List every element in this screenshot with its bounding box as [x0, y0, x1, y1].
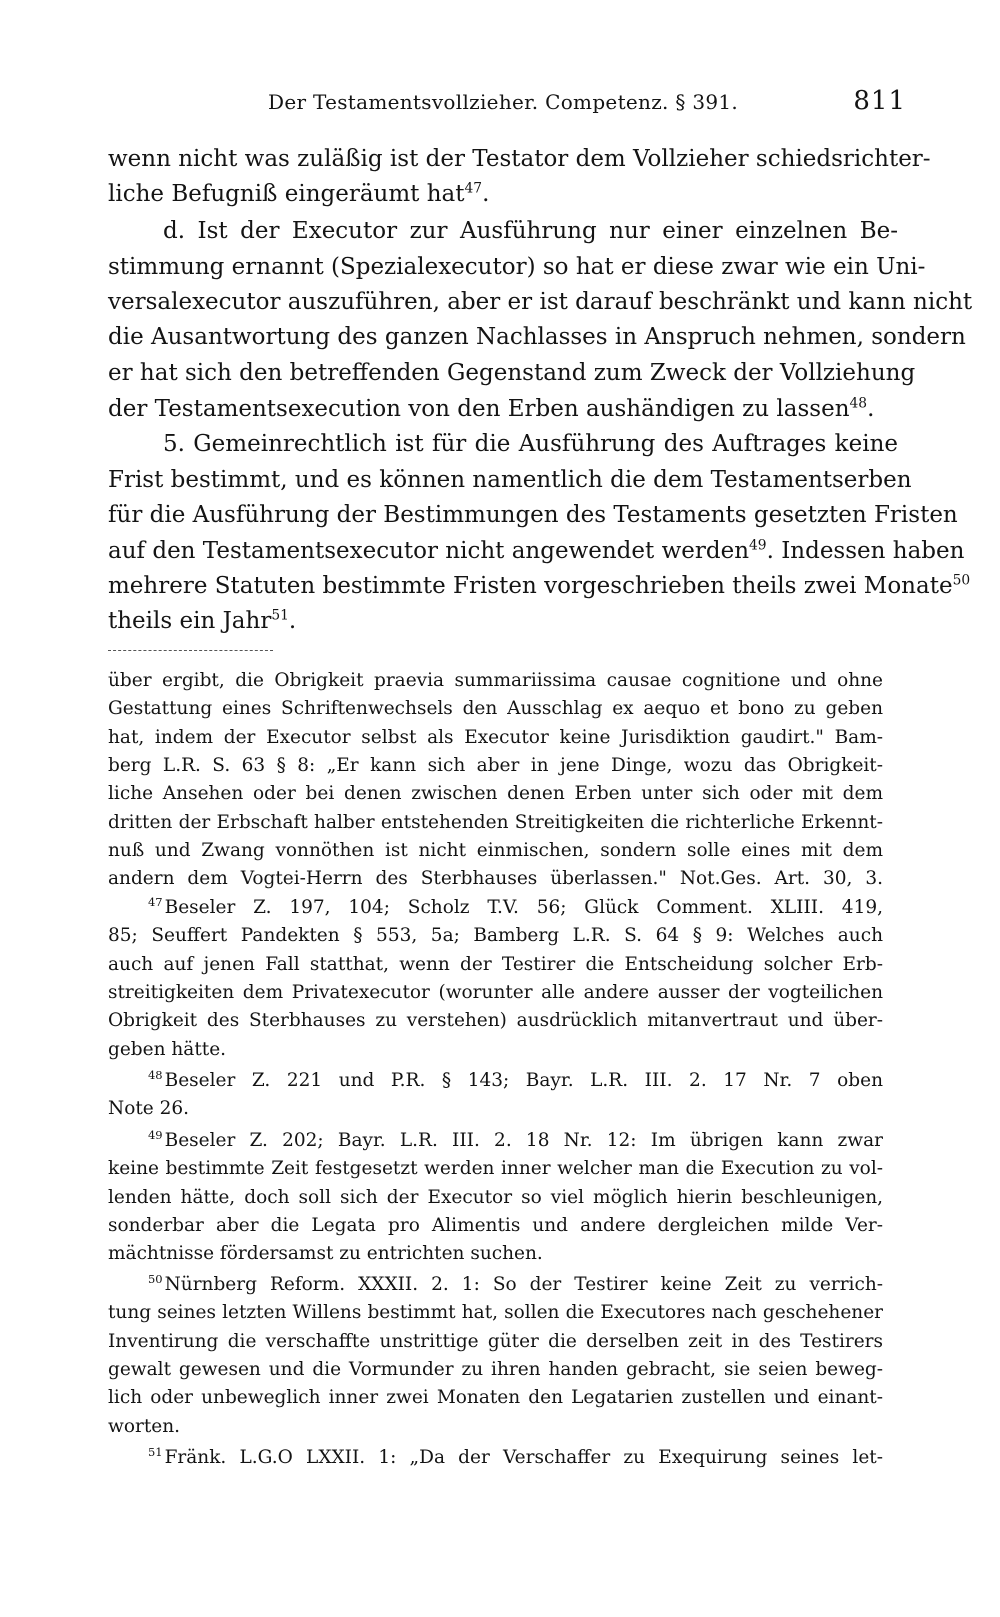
- footnote-mark: 50: [148, 1271, 163, 1286]
- main-text-tail: .: [482, 181, 490, 207]
- main-text: stimmung ernannt (Spezialexecutor) so hat er diese zwar wie ein Uni-: [108, 254, 926, 280]
- note-line: [108, 868, 883, 889]
- note-text: Nürnberg Reform. XXXII. 2. 1: So der Testirer keine Zeit zu verrich-: [164, 1274, 883, 1295]
- footnote-reference: 48: [849, 395, 868, 412]
- main-line: [108, 146, 931, 172]
- main-line: [108, 254, 926, 280]
- note-text: auch auf jenen Fall statthat, wenn der Testirer die Entscheidung solcher Erb-: [108, 954, 883, 975]
- main-line: [108, 396, 874, 422]
- note-line: [108, 1098, 189, 1119]
- note-line: [108, 1416, 180, 1437]
- note-text: dritten der Erbschaft halber entstehenden Streitigkeiten die richterliche Erkennt-: [108, 812, 883, 833]
- page-header: [108, 86, 906, 120]
- note-text: berg L.R. S. 63 § 8: „Er kann sich aber in jene Dinge, wozu das Obrigkeit-: [108, 755, 883, 776]
- main-text: die Ausantwortung des ganzen Nachlasses in Anspruch nehmen, sondern: [108, 324, 966, 350]
- note-line: [148, 1127, 883, 1151]
- note-line: [148, 1067, 883, 1091]
- note-line: [108, 840, 883, 861]
- page-number: 811: [853, 86, 906, 116]
- note-text: lenden hätte, doch soll sich der Executor so viel möglich hierin beschleunigen,: [108, 1187, 883, 1208]
- note-line: [108, 1359, 883, 1380]
- note-line: [108, 1331, 883, 1352]
- note-line: [148, 894, 883, 918]
- note-line: [148, 1271, 883, 1295]
- note-text: geben hätte.: [108, 1039, 227, 1060]
- footnote-mark: 47: [148, 894, 163, 909]
- footnote-mark: 51: [148, 1444, 163, 1459]
- note-line: [108, 1010, 883, 1031]
- note-text: über ergibt, die Obrigkeit praevia summariissima causae cognitione und ohne: [108, 670, 883, 691]
- footnote-reference: 49: [749, 537, 767, 554]
- main-line: [108, 360, 916, 386]
- running-title: Der Testamentsvollzieher. Competenz. § 391.: [268, 90, 739, 114]
- note-text: Inventirung die verschaffte unstrittige güter die derselben zeit in des Testirers: [108, 1331, 883, 1352]
- note-line: [108, 783, 883, 804]
- note-text: hat, indem der Executor selbst als Executor keine Jurisdiktion gaudirt." Bam-: [108, 727, 883, 748]
- footnote-mark: 49: [148, 1127, 163, 1142]
- main-text: d. Ist der Executor zur Ausführung nur einer einzelnen Be-: [163, 218, 898, 244]
- main-text: mehrere Statuten bestimmte Fristen vorgeschrieben theils zwei Monate: [108, 573, 953, 599]
- main-text: für die Ausführung der Bestimmungen des Testaments gesetzten Fristen: [108, 502, 958, 528]
- note-line: [108, 670, 883, 691]
- note-text: mächtnisse fördersamst zu entrichten suchen.: [108, 1243, 543, 1264]
- main-text: 5. Gemeinrechtlich ist für die Ausführung des Auftrages keine: [163, 431, 898, 457]
- note-text: gewalt gewesen und die Vormunder zu ihren handen gebracht, sie seien beweg-: [108, 1359, 883, 1380]
- main-line: [108, 289, 973, 315]
- main-text: wenn nicht was zuläßig ist der Testator dem Vollzieher schiedsrichter-: [108, 146, 931, 172]
- footnote-reference: 47: [464, 180, 483, 197]
- note-text: keine bestimmte Zeit festgesetzt werden inner welcher man die Execution zu vol-: [108, 1158, 883, 1179]
- main-line: [108, 181, 489, 207]
- note-line: [108, 954, 883, 975]
- note-line: [108, 755, 883, 776]
- main-text-tail: .: [867, 396, 875, 422]
- main-text: liche Befugniß eingeräumt hat: [108, 181, 465, 207]
- note-line: [108, 1387, 883, 1408]
- note-line: [108, 1302, 883, 1323]
- main-line: [108, 608, 296, 634]
- note-text: nuß und Zwang vonnöthen ist nicht einmischen, sondern solle eines mit dem: [108, 840, 883, 861]
- note-text: lich oder unbeweglich inner zwei Monaten den Legatarien zustellen und einant-: [108, 1387, 883, 1408]
- note-text: Beseler Z. 221 und P.R. § 143; Bayr. L.R. III. 2. 17 Nr. 7 oben: [164, 1070, 883, 1091]
- note-text: Obrigkeit des Sterbhauses zu verstehen) ausdrücklich mitanvertraut und über-: [108, 1010, 883, 1031]
- note-text: Beseler Z. 202; Bayr. L.R. III. 2. 18 Nr. 12: Im übrigen kann zwar: [164, 1130, 883, 1151]
- note-text: Note 26.: [108, 1098, 190, 1119]
- main-line: [108, 537, 965, 564]
- note-line: [148, 1444, 883, 1468]
- main-line: [108, 324, 966, 350]
- main-line: [108, 572, 971, 599]
- note-line: [108, 982, 883, 1003]
- note-line: [108, 1158, 883, 1179]
- main-line: [163, 431, 898, 457]
- note-line: [108, 1243, 543, 1264]
- note-text: tung seines letzten Willens bestimmt hat, sollen die Executores nach geschehener: [108, 1302, 883, 1323]
- note-text: sonderbar aber die Legata pro Alimentis und andere dergleichen milde Ver-: [108, 1215, 883, 1236]
- main-text: versalexecutor auszuführen, aber er ist darauf beschränkt und kann nicht: [108, 289, 973, 315]
- note-text: Beseler Z. 197, 104; Scholz T.V. 56; Glück Comment. XLIII. 419,: [164, 897, 883, 918]
- main-text: Frist bestimmt, und es können namentlich die dem Testamentserben: [108, 467, 912, 493]
- footnote-separator: [108, 650, 273, 651]
- main-text: der Testamentsexecution von den Erben aushändigen zu lassen: [108, 396, 850, 422]
- note-text: liche Ansehen oder bei denen zwischen denen Erben unter sich oder mit dem: [108, 783, 883, 804]
- footnote-reference: 50: [952, 572, 971, 589]
- note-text: worten.: [108, 1416, 180, 1437]
- note-line: [108, 1215, 883, 1236]
- main-text: theils ein Jahr: [108, 608, 272, 634]
- note-line: [108, 925, 883, 946]
- main-text-tail: .: [288, 608, 297, 634]
- note-line: [108, 727, 883, 748]
- note-text: Fränk. L.G.O LXXII. 1: „Da der Verschaffer zu Exequirung seines let-: [164, 1447, 883, 1468]
- note-text: Gestattung eines Schriftenwechsels den Ausschlag ex aequo et bono zu geben: [108, 698, 883, 719]
- footnote-reference: 51: [271, 607, 289, 624]
- main-text-tail: . Indessen haben: [766, 538, 965, 564]
- note-text: andern dem Vogtei-Herrn des Sterbhauses überlassen." Not.Ges. Art. 30, 3.: [108, 868, 883, 889]
- main-line: [163, 218, 898, 244]
- main-line: [108, 467, 912, 493]
- main-line: [108, 502, 958, 528]
- note-text: streitigkeiten dem Privatexecutor (worunter alle andere ausser der vogteilichen: [108, 982, 883, 1003]
- main-text: auf den Testamentsexecutor nicht angewendet werden: [108, 538, 750, 564]
- note-line: [108, 1039, 226, 1060]
- note-line: [108, 812, 883, 833]
- note-text: 85; Seuffert Pandekten § 553, 5a; Bamberg L.R. S. 64 § 9: Welches auch: [108, 925, 883, 946]
- footnote-mark: 48: [148, 1067, 163, 1082]
- note-line: [108, 698, 883, 719]
- main-text: er hat sich den betreffenden Gegenstand zum Zweck der Vollziehung: [108, 360, 916, 386]
- note-line: [108, 1187, 883, 1208]
